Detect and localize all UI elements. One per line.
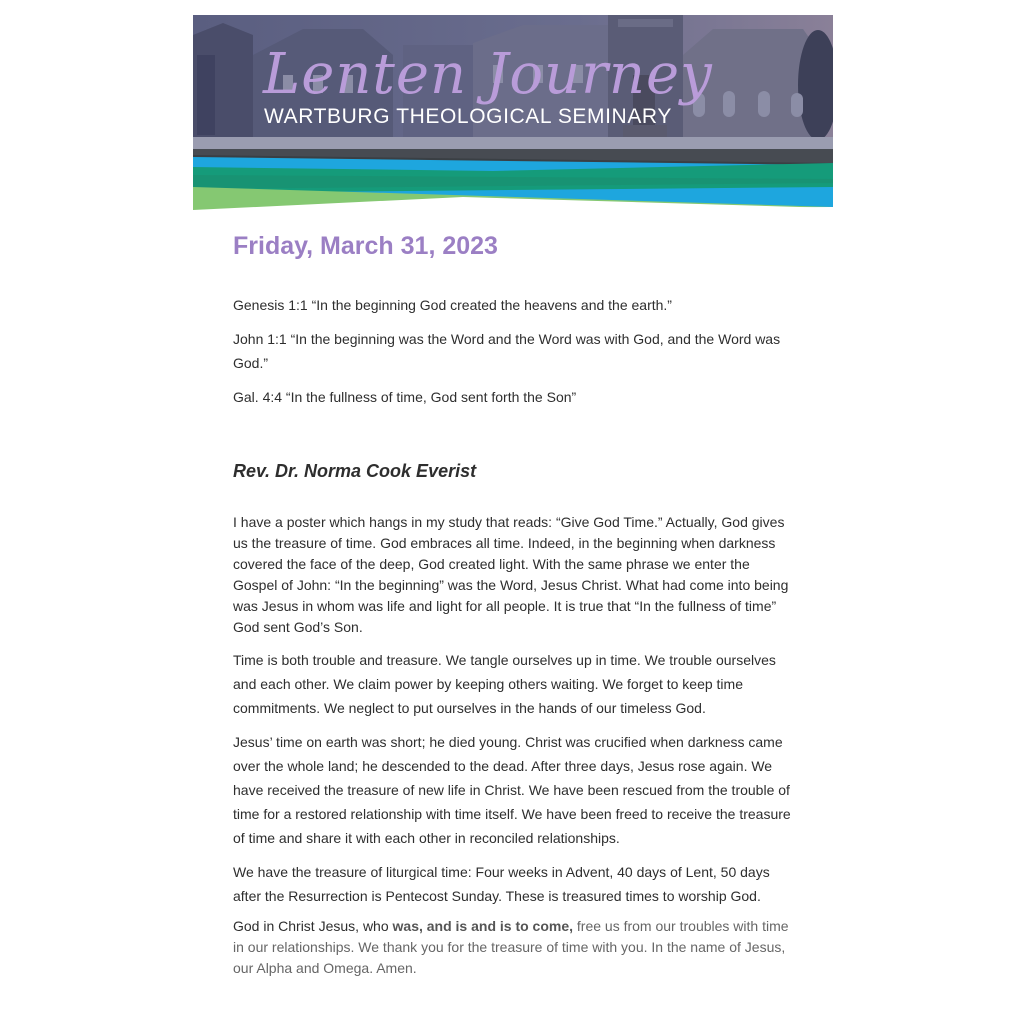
- prayer-emphasis: was, and is and is to come,: [392, 918, 574, 934]
- prayer-rest: free us from our troubles with time in our relationships. We thank you for the treasure of time with you. In the name of Jesus, our Alpha and Omega. Amen.: [233, 918, 789, 976]
- devotion-paragraph: Jesus’ time on earth was short; he died young. Christ was crucified when darkness came over the whole land; he descended to the dead. After three days, Jesus rose again. We have received the treasure of new life in Christ. We have been rescued from the trouble of time for a restored relationship with time itself. We have been freed to receive the treasure of time and share it with each other in reconciled relationships.: [233, 734, 791, 846]
- devotion-paragraph: I have a poster which hangs in my study that reads: “Give God Time.” Actually, God gives us the treasure of time. God embraces all time. Indeed, in the beginning when darkness covered the face of the deep, God created light. With the same phrase we enter the Gospel of John: “In the beginning” was the Word, Jesus Christ. What had come into being was Jesus in whom was life and light for all people. It is true that “In the fullness of time” God sent God’s Son.: [233, 514, 789, 635]
- header-banner: [193, 15, 833, 210]
- prayer-lead: God in Christ Jesus, who: [233, 918, 393, 934]
- scripture-verse-galatians: Gal. 4:4 “In the fullness of time, God sent forth the Son”: [233, 389, 577, 405]
- date-heading: Friday, March 31, 2023: [233, 232, 498, 260]
- author-name: Rev. Dr. Norma Cook Everist: [233, 461, 477, 481]
- closing-prayer: [233, 916, 797, 979]
- banner-subtitle: WARTBURG THEOLOGICAL SEMINARY: [264, 105, 672, 128]
- scripture-verse-john: John 1:1 “In the beginning was the Word and the Word was with God, and the Word was God.”: [233, 331, 781, 371]
- scripture-verse-genesis: Genesis 1:1 “In the beginning God created the heavens and the earth.”: [233, 297, 672, 313]
- devotion-paragraph: We have the treasure of liturgical time: Four weeks in Advent, 40 days of Lent, 50 days after the Resurrection is Pentecost Sunday. These is treasured times to worship God.: [233, 864, 770, 904]
- devotion-paragraph: Time is both trouble and treasure. We tangle ourselves up in time. We trouble ourselves and each other. We claim power by keeping others waiting. We forget to keep time commitments. We neglect to put ourselves in the hands of our timeless God.: [233, 652, 776, 716]
- devotion-content: [233, 228, 797, 979]
- banner-title: Lenten Journey: [263, 42, 713, 107]
